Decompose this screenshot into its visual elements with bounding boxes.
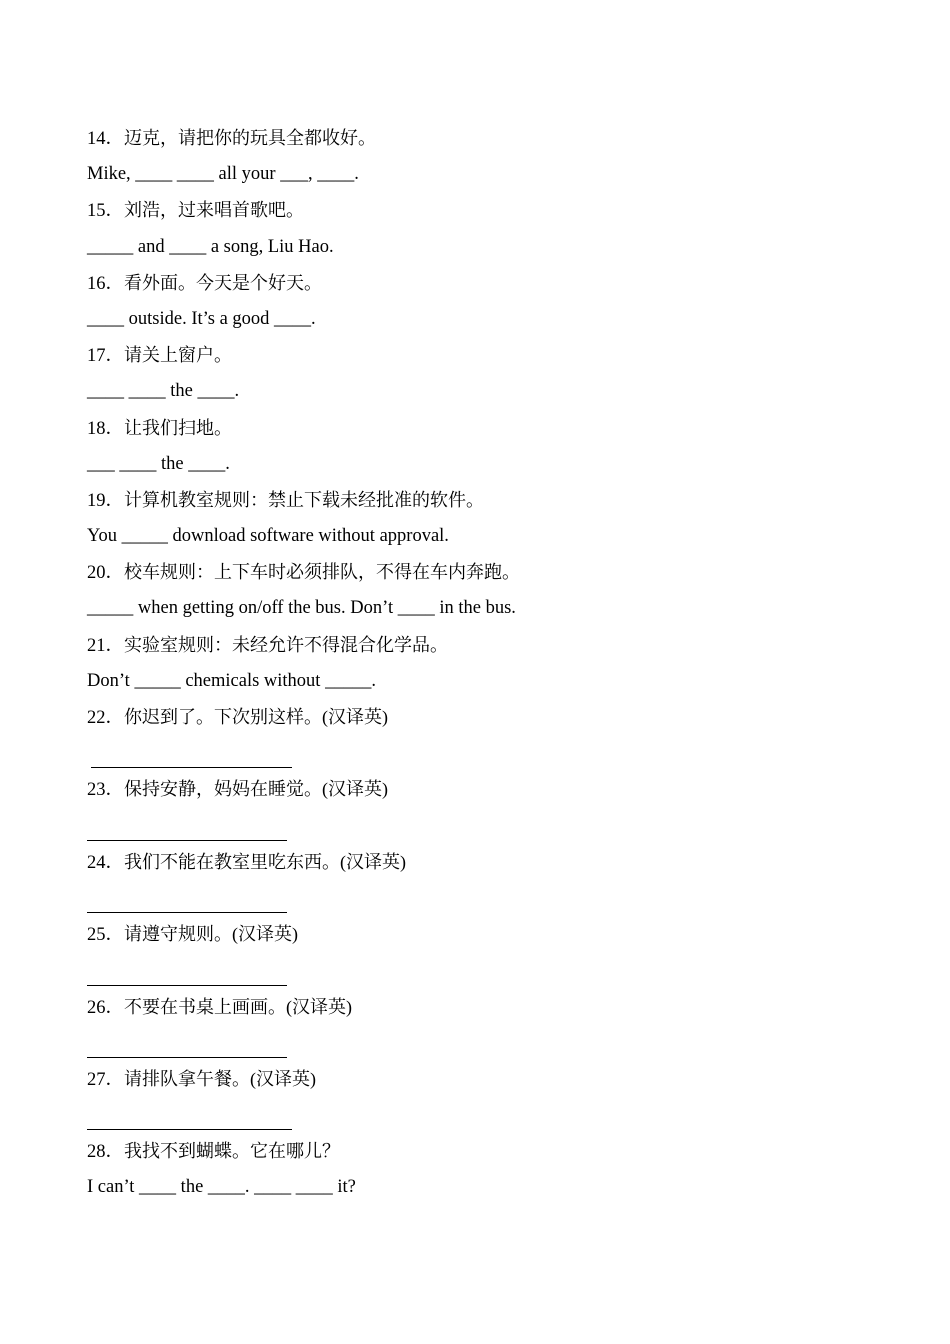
question-20 (87, 554, 887, 590)
question-prompt: 我们不能在教室里吃东西。(汉译英) (124, 851, 407, 872)
question-22 (87, 699, 887, 735)
question-prompt: 我找不到蝴蝶。它在哪儿？ (124, 1141, 341, 1162)
question-16-answer: ____ outside. It’s a good ____. (87, 308, 316, 329)
question-prompt: 不要在书桌上画画。(汉译英) (124, 996, 353, 1017)
question-19 (87, 482, 887, 518)
question-prompt: 刘浩，过来唱首歌吧。 (124, 200, 305, 221)
question-prompt: 校车规则：上下车时必须排队，不得在车内奔跑。 (124, 562, 521, 583)
answer-underline (91, 767, 292, 768)
question-prompt: 保持安静，妈妈在睡觉。(汉译英) (124, 779, 389, 800)
question-number: 14． (87, 129, 125, 149)
question-23-answer-line[interactable] (87, 808, 887, 844)
question-26-answer-line[interactable] (87, 1025, 887, 1061)
question-number: 26． (87, 997, 125, 1018)
question-25-answer-line[interactable] (87, 952, 887, 988)
question-prompt: 请排队拿午餐。(汉译英) (124, 1068, 317, 1089)
exercise-list (87, 120, 887, 1206)
question-number: 19． (87, 490, 125, 511)
question-28-answer: I can’t ____ the ____. ____ ____ it? (87, 1177, 356, 1198)
question-25 (87, 916, 887, 952)
question-prompt: 迈克，请把你的玩具全都收好。 (124, 128, 377, 148)
question-18-answer: ___ ____ the ____. (87, 453, 230, 474)
question-15 (87, 192, 887, 228)
question-number: 15． (87, 201, 125, 222)
question-26 (87, 989, 887, 1025)
question-17-answer: ____ ____ the ____. (87, 381, 240, 402)
question-number: 25． (87, 925, 125, 946)
question-27-answer-line[interactable] (87, 1097, 887, 1133)
question-prompt: 请关上窗户。 (124, 345, 233, 366)
question-27 (87, 1061, 887, 1097)
question-28 (87, 1133, 887, 1169)
question-21-answer: Don’t _____ chemicals without _____. (87, 670, 376, 691)
answer-underline (87, 1129, 292, 1130)
answer-underline (87, 985, 287, 986)
question-prompt: 请遵守规则。(汉译英) (124, 924, 299, 945)
question-number: 23． (87, 780, 125, 801)
question-19-answer: You _____ download software without approval. (87, 526, 449, 547)
question-number: 28． (87, 1142, 125, 1163)
question-prompt: 看外面。今天是个好天。 (124, 272, 323, 293)
question-prompt: 你迟到了。下次别这样。(汉译英) (124, 707, 389, 727)
question-24 (87, 844, 887, 880)
question-20-answer: _____ when getting on/off the bus. Don’t ____ in the bus. (87, 598, 516, 619)
answer-underline (87, 1057, 287, 1058)
question-number: 22． (87, 708, 125, 728)
question-number: 21． (87, 635, 125, 656)
question-16 (87, 265, 887, 301)
question-number: 24． (87, 852, 125, 873)
question-prompt: 计算机教室规则：禁止下载未经批准的软件。 (124, 489, 485, 510)
answer-underline (87, 912, 287, 913)
question-24-answer-line[interactable] (87, 880, 887, 916)
question-17 (87, 337, 887, 373)
question-number: 18． (87, 418, 125, 439)
question-14 (87, 120, 887, 156)
question-prompt: 实验室规则：未经允许不得混合化学品。 (124, 634, 449, 655)
question-number: 27． (87, 1069, 125, 1090)
question-21 (87, 627, 887, 663)
question-15-answer: _____ and ____ a song, Liu Hao. (87, 236, 334, 257)
question-prompt: 让我们扫地。 (124, 417, 233, 438)
question-number: 16． (87, 273, 125, 294)
question-23 (87, 771, 887, 807)
question-18 (87, 410, 887, 446)
question-22-answer-line[interactable] (87, 735, 887, 771)
question-14-answer: Mike, ____ ____ all your ___, ____. (87, 164, 359, 185)
question-number: 20． (87, 563, 125, 584)
answer-underline (87, 840, 287, 841)
question-number: 17． (87, 346, 125, 367)
